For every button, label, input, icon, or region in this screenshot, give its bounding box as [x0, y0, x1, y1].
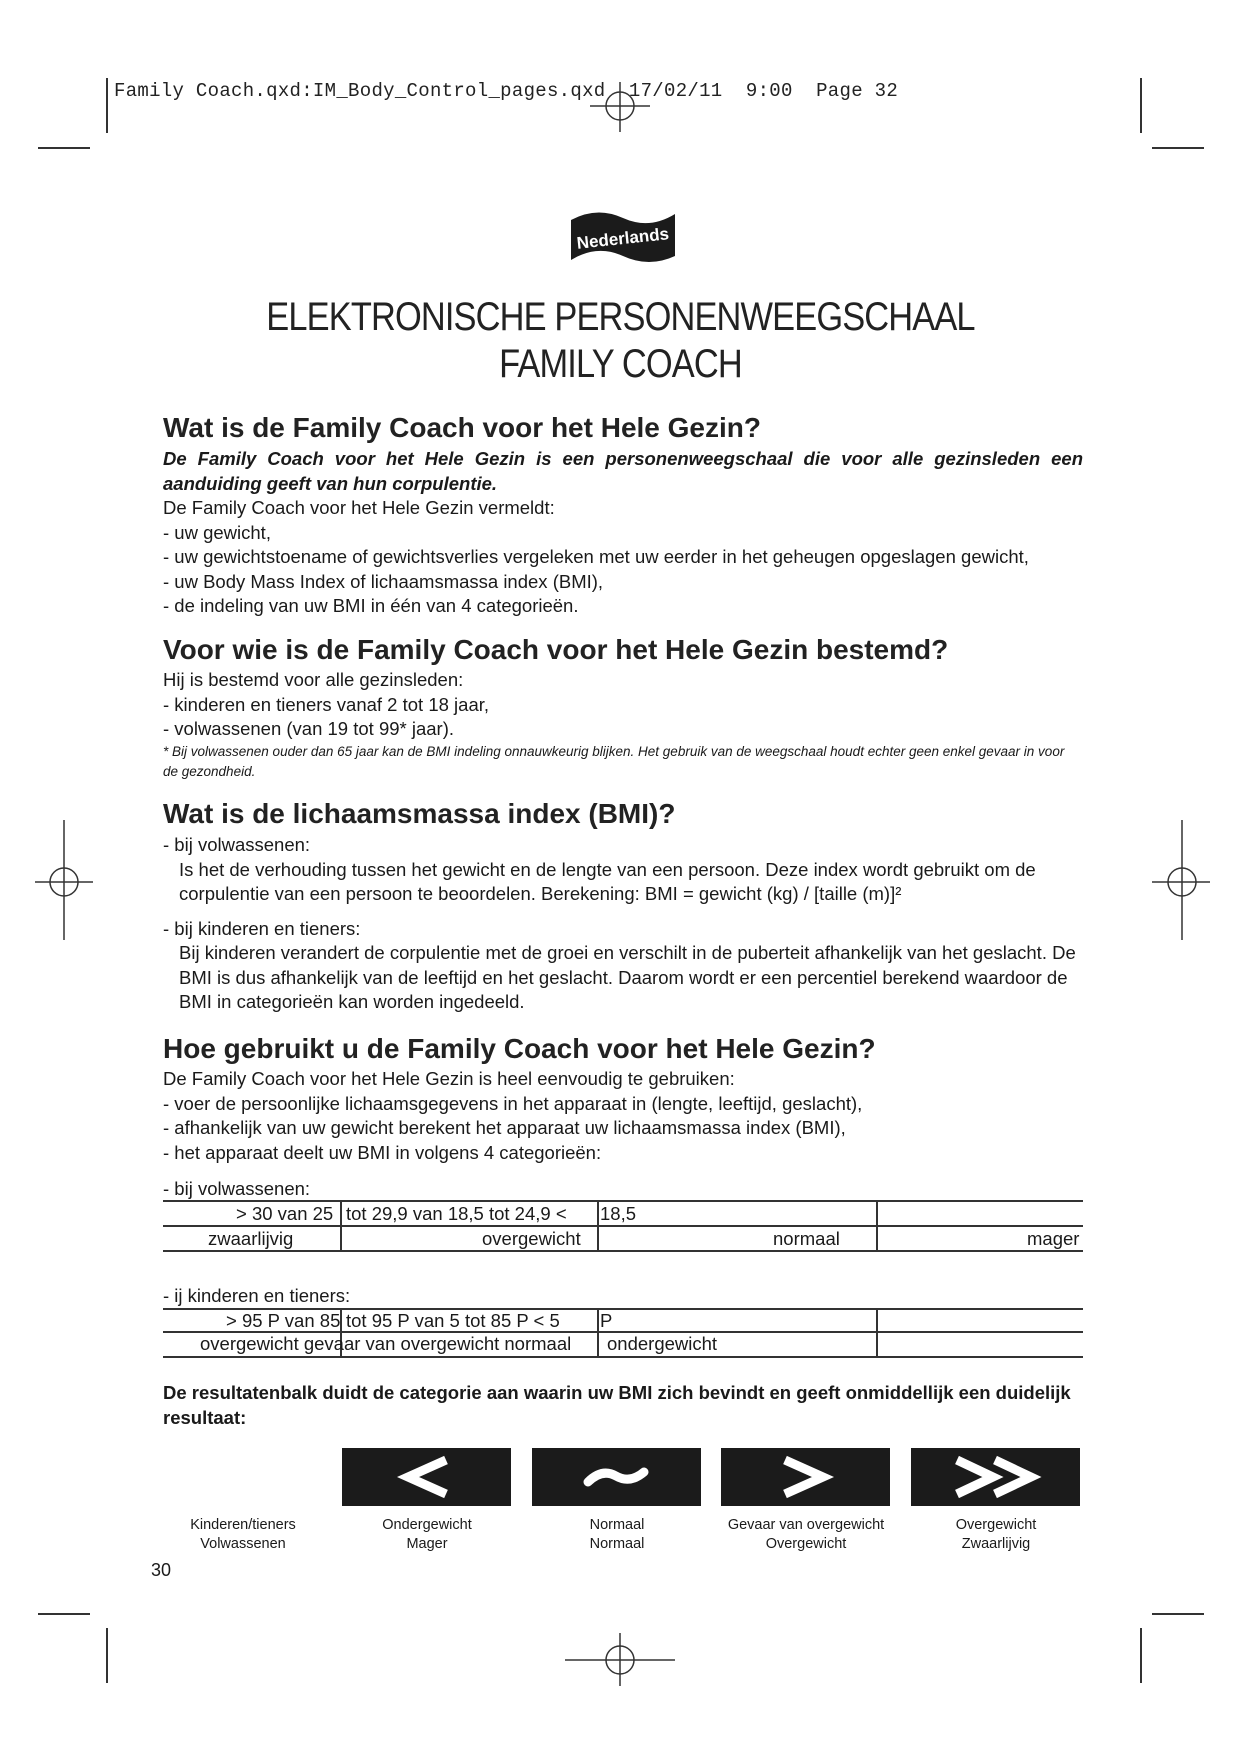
table-cell: tot 29,9 van 18,5 tot 24,9 < — [346, 1203, 567, 1224]
print-slug: Family Coach.qxd:IM_Body_Control_pages.qxd 17/02/11 9:00 Page 32 — [114, 80, 899, 102]
section-body — [163, 447, 1083, 619]
greater-than-icon — [721, 1448, 890, 1506]
list-item: - volwassenen (van 19 tot 99* jaar). — [163, 718, 455, 739]
legend-caption-top: Ondergewicht — [382, 1517, 472, 1533]
list-item: - kinderen en tieners vanaf 2 tot 18 jaar, — [163, 693, 490, 715]
table-cell: normaal — [773, 1228, 840, 1249]
legend-caption-top: Overgewicht — [955, 1517, 1037, 1533]
list-item: - de indeling van uw BMI in één van 4 categorieën. — [163, 595, 579, 616]
page-title-line2: FAMILY COACH — [499, 342, 742, 386]
table-cell: 18,5 — [600, 1203, 637, 1224]
legend-label-top: Kinderen/tieners — [190, 1517, 296, 1533]
table-cell: ondergewicht — [607, 1333, 718, 1354]
registration-mark-left — [35, 820, 95, 940]
list-item: - uw gewichtstoename of gewichtsverlies vergeleken met uw eerder in het geheugen opgeslagen gewicht, — [163, 546, 1029, 567]
table-cell: tot 95 P van 5 tot 85 P < 5 — [346, 1310, 560, 1331]
list-item: - voer de persoonlijke lichaamsgegevens in het apparaat in (lengte, leeftijd, geslacht), — [163, 1092, 863, 1114]
section-heading: Wat is de Family Coach voor het Hele Gezin? — [163, 412, 761, 443]
table-cell: mager — [1027, 1228, 1080, 1249]
legend-row-labels — [153, 1516, 333, 1554]
legend-label-bottom: Volwassenen — [200, 1536, 286, 1552]
result-bar-description: De resultatenbalk duidt de categorie aan waarin uw BMI zich bevindt en geeft onmiddellijk een duidelijk resultaat: — [163, 1382, 1071, 1428]
subsection-label: - bij kinderen en tieners: — [163, 917, 361, 939]
legend-caption — [716, 1516, 896, 1554]
lead-text: Hij is bestemd voor alle gezinsleden: — [163, 669, 464, 690]
list-item: - afhankelijk van uw gewicht berekent het apparaat uw lichaamsmassa index (BMI), — [163, 1117, 846, 1138]
table-cell: P — [600, 1310, 613, 1331]
legend-caption — [527, 1516, 707, 1554]
legend-caption-bottom: Overgewicht — [765, 1536, 847, 1552]
intro-text: De Family Coach voor het Hele Gezin is een personenweegschaal die voor alle gezinsleden een aanduiding geeft van hun corpulentie. — [163, 448, 1083, 494]
lead-text: De Family Coach voor het Hele Gezin is heel eenvoudig te gebruiken: — [163, 1068, 735, 1089]
paragraph: Is het de verhouding tussen het gewicht en de lengte van een persoon. Deze index wordt gebruikt om de corpulentie van een persoon te beoordelen. Berekening: BMI = gewicht (kg) / [taille (m)]² — [179, 858, 1036, 904]
registration-mark-bottom — [565, 1628, 675, 1688]
paragraph: Bij kinderen verandert de corpulentie met de groei en verschilt in de puberteit afhankelijk van het geslacht. De BMI is dus afhankelijk van de leeftijd en het geslacht. Daarom wordt er een percentiel berekend waardoor de BMI in categorieën kan worden ingedeeld. — [179, 942, 1076, 1012]
legend-caption-bottom: Mager — [406, 1536, 448, 1552]
page-title-line1: ELEKTRONISCHE PERSONENWEEGSCHAAL — [266, 295, 975, 339]
list-item: - uw Body Mass Index of lichaamsmassa index (BMI), — [163, 570, 604, 592]
double-greater-than-icon — [911, 1448, 1080, 1506]
table-cell: overgewicht — [482, 1228, 581, 1249]
legend-caption-top: Gevaar van overgewicht — [727, 1517, 885, 1533]
language-badge — [567, 206, 679, 274]
table-label: - bij volwassenen: — [163, 1178, 311, 1199]
less-than-icon — [342, 1448, 511, 1506]
section-heading: Voor wie is de Family Coach voor het Hele Gezin bestemd? — [163, 634, 949, 665]
section-body — [163, 833, 1083, 1015]
legend-caption-bottom: Normaal — [589, 1536, 645, 1552]
table-cell: overgewicht gevaar van overgewicht normaal — [200, 1333, 572, 1354]
section-body — [163, 668, 1083, 782]
list-item: - het apparaat deelt uw BMI in volgens 4 categorieën: — [163, 1141, 602, 1163]
list-item: - uw gewicht, — [163, 521, 271, 543]
legend-caption-top: Normaal — [589, 1517, 645, 1533]
legend-caption-bottom: Zwaarlijvig — [961, 1536, 1031, 1552]
registration-mark-top — [590, 80, 650, 135]
table-cell: > 30 van 25 — [236, 1203, 334, 1224]
footnote: * Bij volwassenen ouder dan 65 jaar kan de BMI indeling onnauwkeurig blijken. Het gebruik van de weegschaal houdt echter geen enkel gevaar in voor de gezondheid. — [163, 743, 1065, 779]
table-label: - ij kinderen en tieners: — [163, 1285, 351, 1306]
svg-text:Nederlands: Nederlands — [575, 224, 670, 253]
tilde-icon — [532, 1448, 701, 1506]
table-cell: > 95 P van 85 — [226, 1310, 341, 1331]
section-heading: Hoe gebruikt u de Family Coach voor het Hele Gezin? — [163, 1033, 876, 1064]
legend-caption — [906, 1516, 1086, 1554]
subsection-label: - bij volwassenen: — [163, 834, 311, 855]
registration-mark-right — [1150, 820, 1210, 940]
section-heading: Wat is de lichaamsmassa index (BMI)? — [163, 798, 676, 829]
page-number: 30 — [151, 1560, 172, 1580]
lead-text: De Family Coach voor het Hele Gezin vermeldt: — [163, 497, 555, 518]
table-cell: zwaarlijvig — [208, 1228, 294, 1249]
legend-caption — [337, 1516, 517, 1554]
section-body — [163, 1067, 1083, 1165]
